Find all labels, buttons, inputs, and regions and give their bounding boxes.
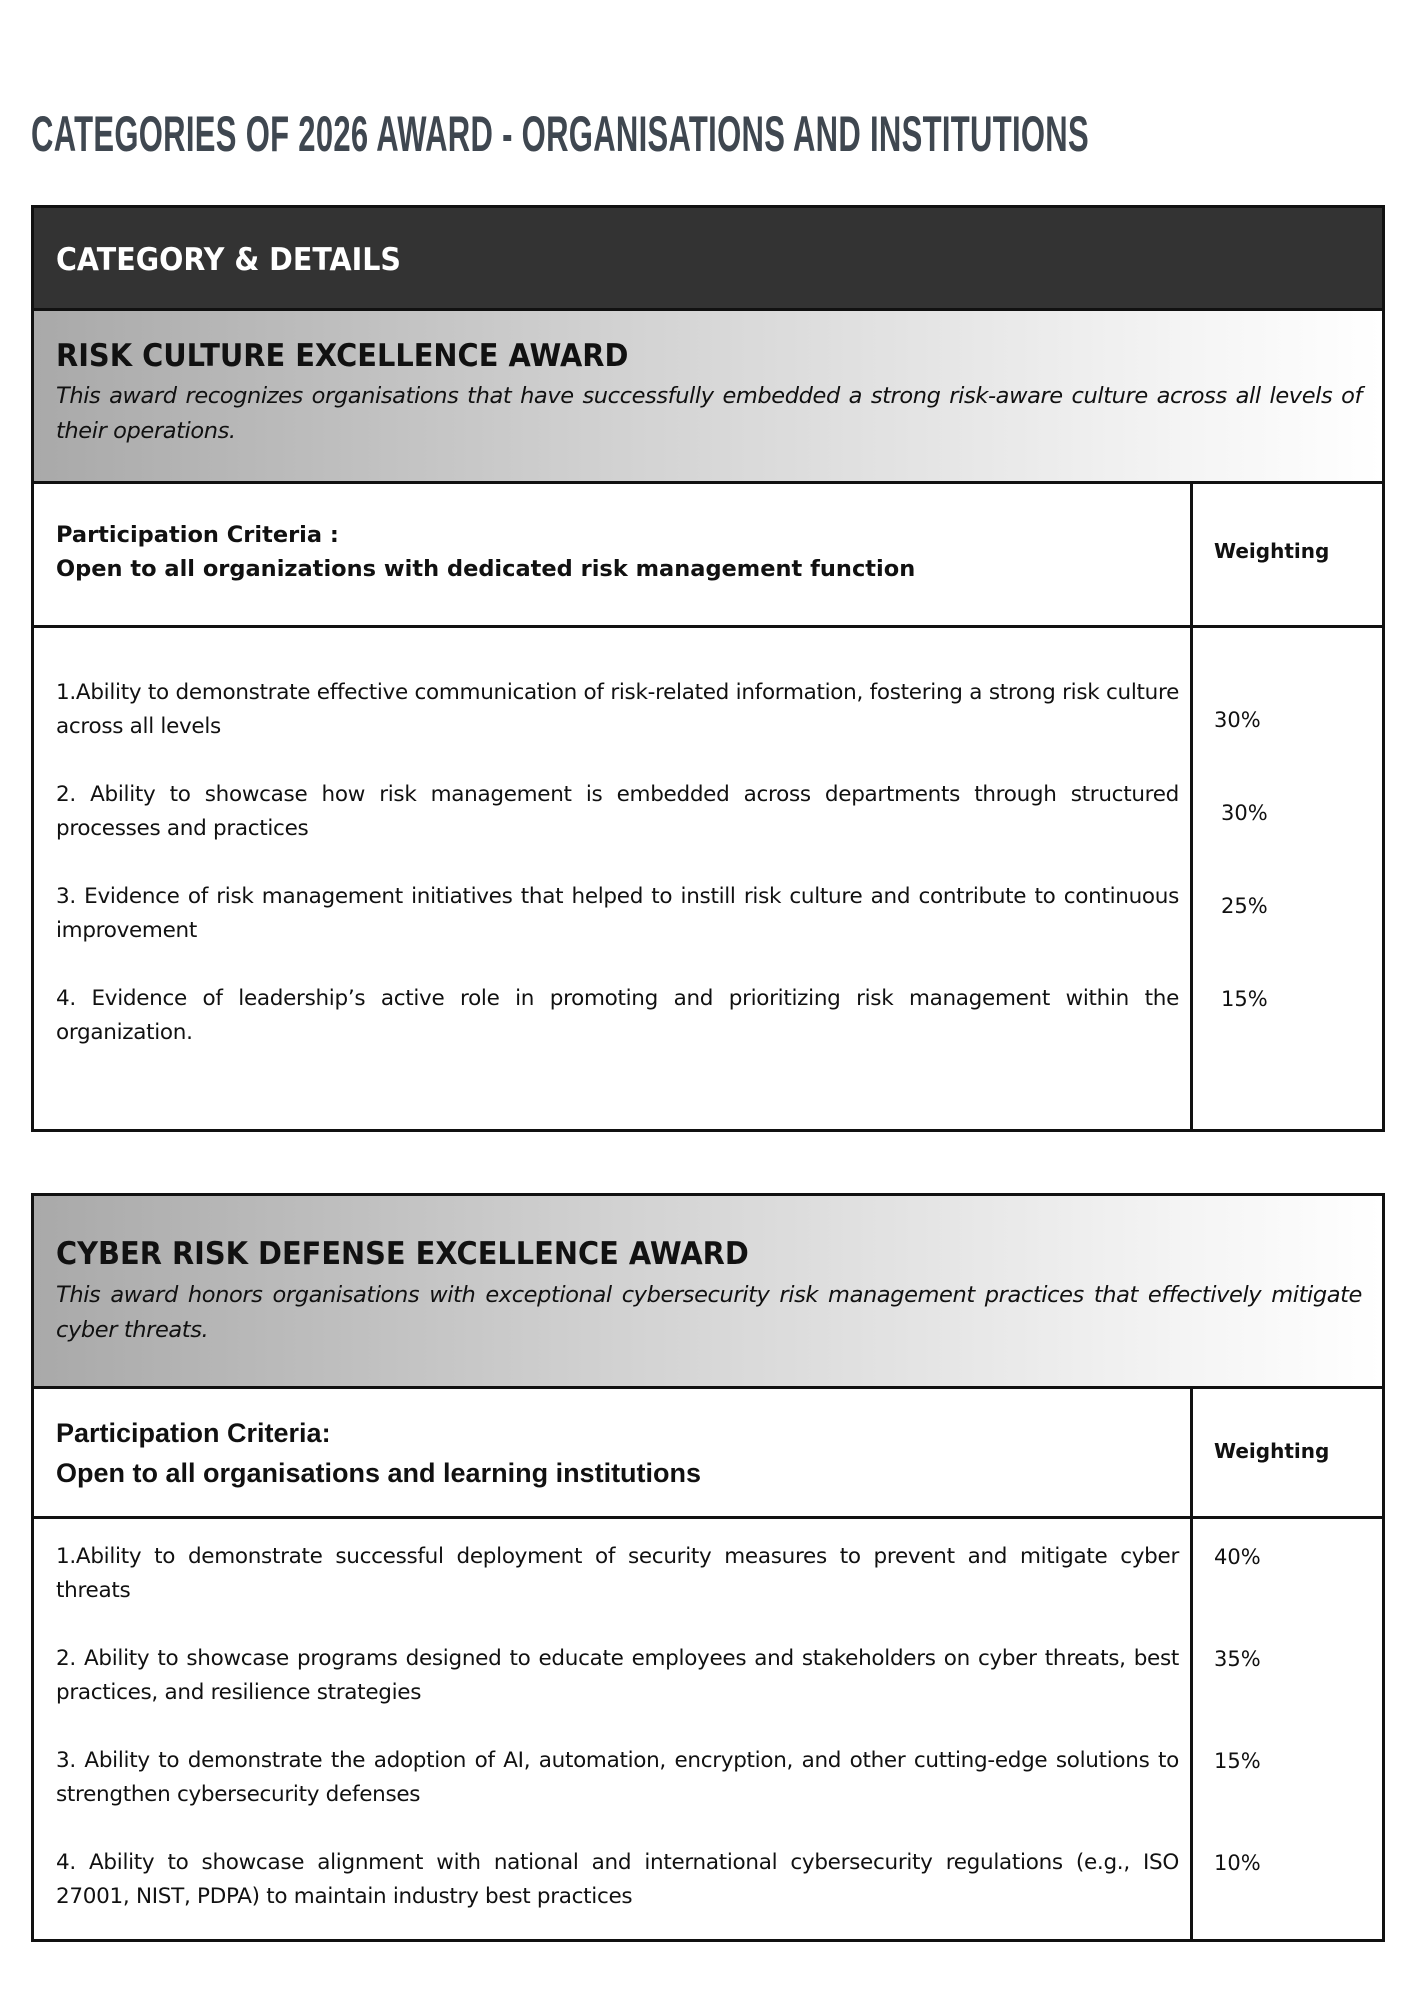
award-header bbox=[34, 1196, 1382, 1389]
award-description: This award honors organisations with exceptional cybersecurity risk management practices that effectively mitigate cyber threats. bbox=[56, 1282, 1362, 1343]
weight-4: 15% bbox=[1221, 987, 1268, 1011]
criterion-2: 2. Ability to showcase how risk management is embedded across departments through structured processes and practices bbox=[56, 782, 1179, 841]
criterion-4: 4. Ability to showcase alignment with national and international cybersecurity regulations (e.g., ISO 27001, NIST, PDPA) to maintain industry best practices bbox=[56, 1850, 1179, 1909]
criterion-3: 3. Ability to demonstrate the adoption of AI, automation, encryption, and other cutting-edge solutions to strengthen cybersecurity defenses bbox=[56, 1748, 1179, 1807]
weighting-header: Weighting bbox=[1214, 1439, 1330, 1463]
criterion-2: 2. Ability to showcase programs designed to educate employees and stakeholders on cyber threats, best practices, and resilience strategies bbox=[56, 1646, 1179, 1705]
award-table-risk-culture bbox=[31, 205, 1385, 1132]
participation-criteria bbox=[56, 518, 915, 586]
column-divider bbox=[1190, 1389, 1193, 1939]
weight-2: 30% bbox=[1221, 801, 1268, 825]
participation-row bbox=[34, 1389, 1382, 1519]
award-header bbox=[34, 311, 1382, 484]
participation-value: Open to all organizations with dedicated risk management function bbox=[56, 556, 916, 582]
weight-4: 10% bbox=[1214, 1851, 1261, 1875]
award-description: This award recognizes organisations that have successfully embedded a strong risk-aware culture across all levels of their operations. bbox=[56, 383, 1362, 444]
award-table-cyber-risk bbox=[31, 1193, 1385, 1942]
participation-row bbox=[34, 484, 1382, 628]
participation-criteria bbox=[56, 1413, 701, 1493]
participation-value: Open to all organisations and learning institutions bbox=[56, 1458, 702, 1488]
weight-1: 30% bbox=[1214, 708, 1261, 732]
weight-1: 40% bbox=[1214, 1545, 1261, 1569]
weight-2: 35% bbox=[1214, 1647, 1261, 1671]
weight-3: 25% bbox=[1221, 894, 1268, 918]
weight-3: 15% bbox=[1214, 1749, 1261, 1773]
weighting-header: Weighting bbox=[1214, 539, 1330, 563]
participation-label: Participation Criteria : bbox=[56, 522, 339, 548]
column-divider bbox=[1190, 484, 1193, 1129]
criterion-4: 4. Evidence of leadership’s active role in promoting and prioritizing risk management within the organization. bbox=[56, 986, 1179, 1045]
criterion-1: 1.Ability to demonstrate successful deployment of security measures to prevent and mitigate cyber threats bbox=[56, 1544, 1179, 1603]
criterion-3: 3. Evidence of risk management initiatives that helped to instill risk culture and contribute to continuous improvement bbox=[56, 884, 1179, 943]
participation-label: Participation Criteria: bbox=[56, 1418, 331, 1448]
criterion-1: 1.Ability to demonstrate effective communication of risk-related information, fostering a strong risk culture across all levels bbox=[56, 680, 1179, 739]
table-header-label: CATEGORY & DETAILS bbox=[56, 242, 401, 278]
page-title: CATEGORIES OF 2026 AWARD - ORGANISATIONS AND INSTITUTIONS bbox=[31, 106, 1089, 162]
award-title: CYBER RISK DEFENSE EXCELLENCE AWARD bbox=[56, 1236, 749, 1272]
table-header bbox=[34, 208, 1382, 311]
award-title: RISK CULTURE EXCELLENCE AWARD bbox=[56, 338, 629, 374]
